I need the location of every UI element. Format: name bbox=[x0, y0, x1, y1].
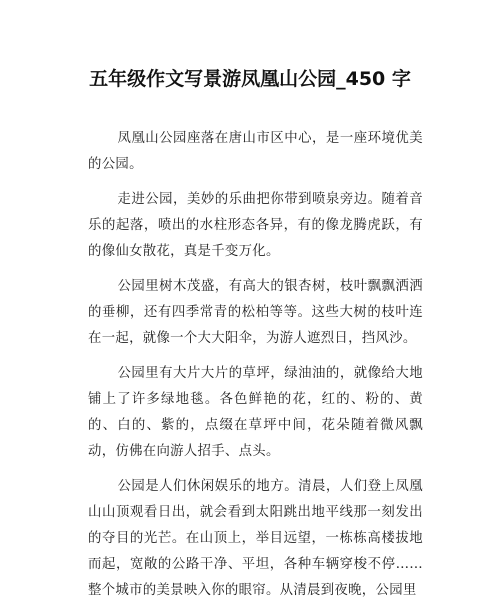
paragraph-2: 走进公园，美妙的乐曲把你带到喷泉旁边。随着音乐的起落，喷出的水柱形态各异，有的像龙腾虎跃，有的像仙女散花，真是千变万化。 bbox=[88, 192, 423, 259]
document-title: 五年级作文写景游凤凰山公园_450 字 bbox=[89, 68, 411, 90]
paragraph-4: 公园里有大片大片的草坪，绿油油的，就像给大地铺上了许多绿地毯。各色鲜艳的花，红的、粉的、黄的、白的、紫的，点缀在草坪中间，花朵随着微风飘动，仿佛在向游人招手、点头。 bbox=[88, 366, 423, 459]
paragraph-5: 公园是人们休闲娱乐的地方。清晨，人们登上凤凰山山顶观看日出，就会看到太阳跳出地平线那一刻发出的夺目的光芒。在山顶上，举目远望，一栋栋高楼拔地而起，宽敞的公路干净、平坦，各种车辆穿梭不停……整个城市的美景映入你的眼帘。从清晨到夜晚，公园里 bbox=[88, 479, 423, 598]
document-body bbox=[88, 126, 423, 613]
paragraph-1: 凤凰山公园座落在唐山市区中心，是一座环境优美的公园。 bbox=[88, 131, 423, 172]
paragraph-3: 公园里树木茂盛，有高大的银杏树，枝叶飘飘洒洒的垂柳，还有四季常青的松柏等等。这些大树的枝叶连在一起，就像一个大大阳伞，为游人遮烈日，挡风沙。 bbox=[88, 279, 423, 346]
